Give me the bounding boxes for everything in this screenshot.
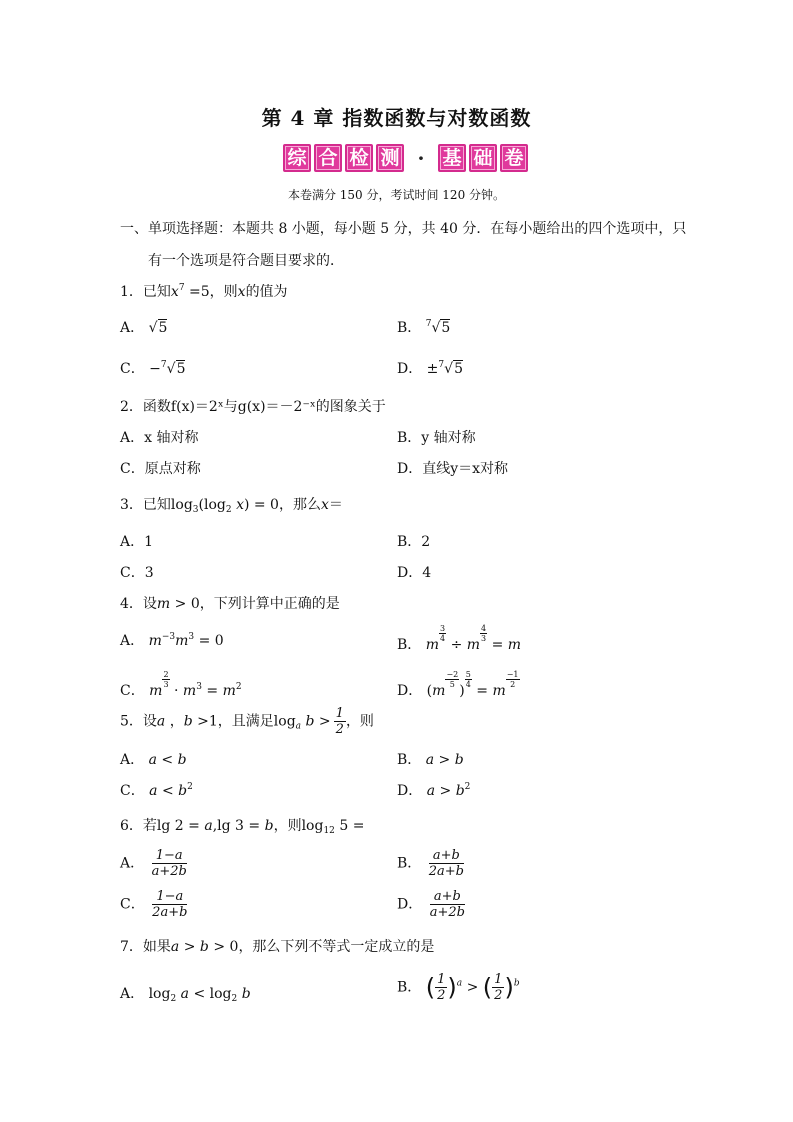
exam-info: 本卷满分 150 分，考试时间 120 分钟。 <box>287 188 506 202</box>
question-7: 7．如果a > b > 0，那么下列不等式一定成立的是 <box>120 939 435 955</box>
q4-option-a[interactable]: A． $m^{-3}m^3 = 0$ <box>120 632 224 649</box>
banner-char: 基 <box>438 144 466 172</box>
q5-option-d[interactable]: D． $a > b^2$ <box>397 782 471 799</box>
q4-option-c[interactable]: C． m $\frac{2}{3} \cdot m^3 = m^2$ <box>120 670 242 699</box>
q3-option-c[interactable]: C．3 <box>120 565 154 581</box>
banner-char: 合 <box>314 144 342 172</box>
page-title: 第 4 章 指数函数与对数函数 <box>261 106 532 130</box>
q3-option-a[interactable]: A．1 <box>120 534 154 550</box>
q2-option-a[interactable]: A．x 轴对称 <box>120 430 199 446</box>
q6-option-c[interactable]: C． $\frac{1-a}{2a+b}$ <box>120 889 188 920</box>
q1-option-b[interactable]: B． $^7$√5 <box>397 319 451 336</box>
q4-option-b[interactable]: B． m $\frac{3}{4} \div m$ $\frac{4}{3} = m$ <box>397 624 522 653</box>
q5-option-c[interactable]: C． $a < b^2$ <box>120 782 193 799</box>
q6-option-a[interactable]: A． $\frac{1-a}{a+2b}$ <box>120 848 187 879</box>
banner-char: 综 <box>283 144 311 172</box>
q1-option-a[interactable]: A． √5 <box>120 320 168 336</box>
banner-char: 础 <box>469 144 497 172</box>
question-3: 3．已知$\log_3(\log_2$ x) = 0，那么x＝ <box>120 497 343 515</box>
q2-option-d[interactable]: D．直线y＝x对称 <box>397 461 509 477</box>
q4-option-d[interactable]: D． (m $\frac{-2}{5}$) $\frac{5}{4} = m$ $\frac{-1}{2}$ <box>397 670 519 699</box>
question-6: 6．若lg 2 = a,lg 3 = b，则$\log_{12} 5$ = <box>120 818 365 836</box>
banner-char: 卷 <box>500 144 528 172</box>
test-type-banner <box>283 144 531 172</box>
banner-char: 测 <box>376 144 404 172</box>
q5-option-b[interactable]: B． a > b <box>397 752 464 768</box>
q5-option-a[interactable]: A． a < b <box>120 752 187 768</box>
question-2: 2．函数f(x)＝2ˣ与g(x)＝－2⁻ˣ的图象关于 <box>120 399 386 415</box>
q2-option-c[interactable]: C．原点对称 <box>120 461 201 477</box>
q1-option-d[interactable]: D． ±$^7$√5 <box>397 360 463 377</box>
banner-char: 检 <box>345 144 373 172</box>
q1-option-c[interactable]: C． −$^7$√5 <box>120 360 186 377</box>
q7-option-a[interactable]: A． $\log_2 a < \log_2 b$ <box>120 986 251 1004</box>
q3-option-d[interactable]: D．4 <box>397 565 432 581</box>
question-4: 4．设m > 0，下列计算中正确的是 <box>120 596 340 612</box>
question-1: 1．已知$x^7 =5$，则x的值为 <box>120 283 288 300</box>
q6-option-b[interactable]: B． $\frac{a+b}{2a+b}$ <box>397 848 464 879</box>
section-heading-line1: 一、单项选择题：本题共 8 小题，每小题 5 分，共 40 分．在每小题给出的四个选项中，只 <box>120 221 687 237</box>
q6-option-d[interactable]: D． $\frac{a+b}{a+2b}$ <box>397 889 465 920</box>
banner-dot: · <box>417 146 425 170</box>
q7-option-b[interactable]: B． ( $\frac{1}{2}$ )$^a$ > ( $\frac{1}{2}$ )$^b$ <box>397 972 520 1003</box>
q2-option-b[interactable]: B．y 轴对称 <box>397 430 476 446</box>
question-5: 5．设a ，b >1，且满足$\log_a b$ > $\frac{1}{2}$ ，则 <box>120 706 374 737</box>
section-heading-line2: 有一个选项是符合题目要求的． <box>148 253 344 269</box>
q3-option-b[interactable]: B．2 <box>397 534 431 550</box>
